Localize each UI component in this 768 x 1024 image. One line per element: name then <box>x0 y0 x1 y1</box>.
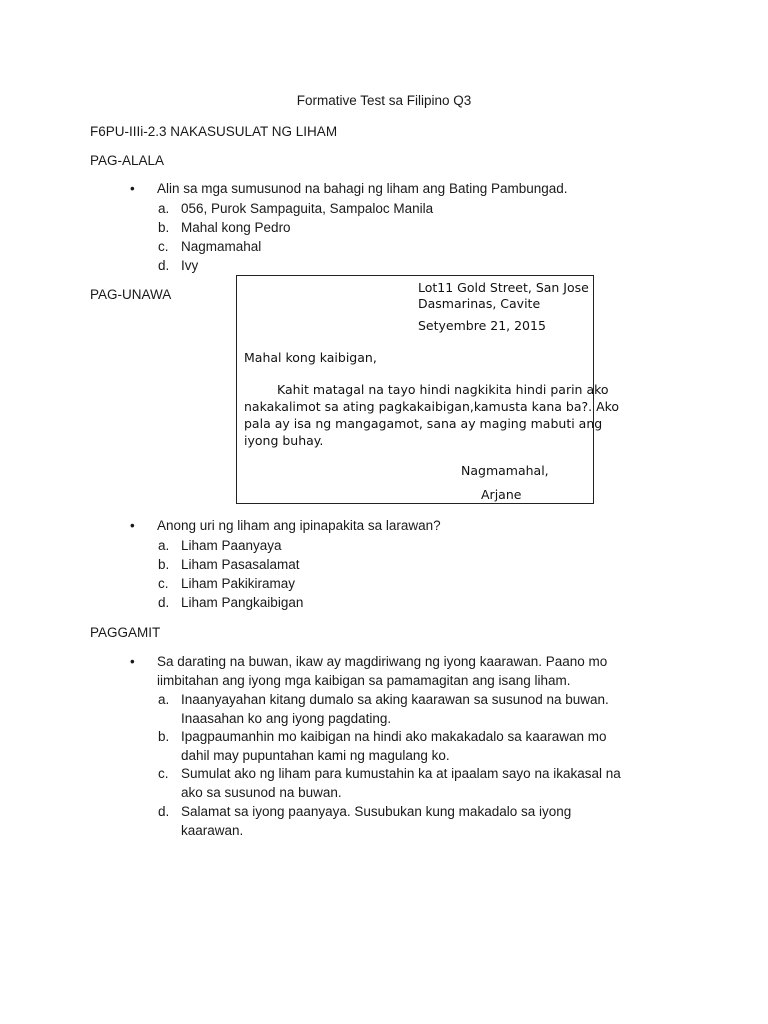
question-1-text: Alin sa mga sumusunod na bahagi ng liham ang Bating Pambungad. <box>157 181 568 196</box>
question-3-line2: iimbitahan ang iyong mga kaibigan sa pamamagitan ang isang liham. <box>157 673 571 688</box>
question-2-text: Anong uri ng liham ang ipinapakita sa larawan? <box>157 518 441 533</box>
bullet-icon: • <box>130 654 135 669</box>
competency-code: F6PU-IIIi-2.3 NAKASUSULAT NG LIHAM <box>90 124 338 139</box>
question-3-line1: Sa darating na buwan, ikaw ay magdiriwang ng iyong kaarawan. Paano mo <box>157 654 608 669</box>
section-heading-paggamit: PAGGAMIT <box>90 625 161 640</box>
section-heading-pag-unawa: PAG-UNAWA <box>90 287 172 302</box>
letter-address-line1: Lot11 Gold Street, San Jose <box>418 280 589 295</box>
letter-greeting: Mahal kong kaibigan, <box>244 350 377 365</box>
letter-signature: Arjane <box>481 487 522 502</box>
letter-body-line3: pala ay isa ng mangagamot, sana ay maging mabuti ang <box>244 416 603 431</box>
bullet-icon: • <box>130 181 135 196</box>
letter-body-line2: nakakalimot sa ating pagkakaibigan,kamusta kana ba?. Ako <box>244 399 620 414</box>
letter-image <box>236 275 620 504</box>
bullet-icon: • <box>130 518 135 533</box>
section-heading-pag-alala: PAG-ALALA <box>90 153 165 168</box>
letter-body-line1: Kahit matagal na tayo hindi nagkikita hindi parin ako <box>277 382 609 397</box>
letter-address-line2: Dasmarinas, Cavite <box>418 296 541 311</box>
page-title: Formative Test sa Filipino Q3 <box>296 93 472 108</box>
letter-date: Setyembre 21, 2015 <box>418 318 546 333</box>
letter-body-line4: iyong buhay. <box>244 433 324 448</box>
letter-closing: Nagmamahal, <box>461 463 549 478</box>
